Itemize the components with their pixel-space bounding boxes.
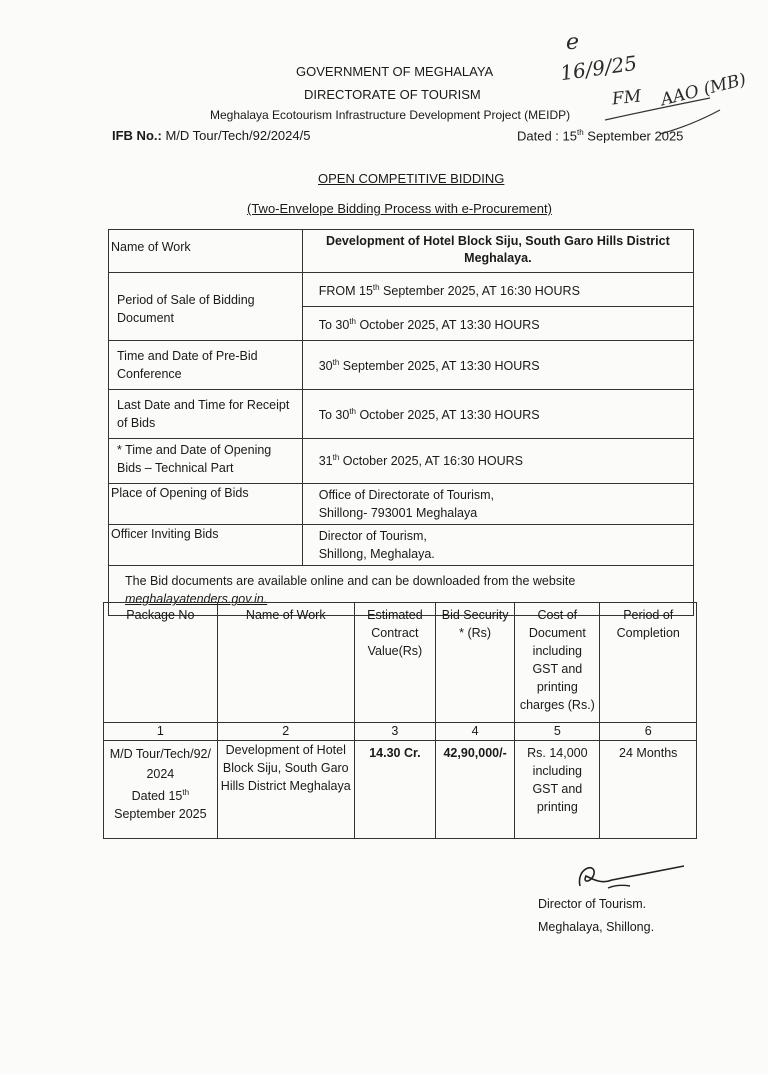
label-cell (109, 273, 303, 341)
table-row (109, 341, 694, 390)
col-number: 2 (217, 723, 354, 741)
officer-label: Officer Inviting Bids (111, 527, 219, 542)
sale-from (303, 273, 693, 306)
directorate-heading: DIRECTORATE OF TOURISM (304, 87, 481, 102)
value-cell (302, 390, 693, 439)
opening-value (303, 439, 693, 476)
sale-to (303, 307, 693, 340)
label-cell (109, 230, 303, 273)
ifb-number (112, 128, 310, 143)
col-number: 6 (600, 723, 697, 741)
ifb-value: M/D Tour/Tech/92/2024/5 (165, 128, 311, 143)
officer-line1: Director of Tourism, (318, 529, 427, 544)
signatory-place: Meghalaya, Shillong. (538, 920, 655, 934)
opening-suffix: October 2025, AT 16:30 HOURS (339, 454, 523, 469)
sale-label: Period of Sale of Bidding Document (117, 293, 255, 325)
cell-bid-security: 42,90,000/- (436, 741, 515, 839)
value-cell (302, 439, 693, 484)
prebid-suffix: September 2025, AT 13:30 HOURS (339, 359, 540, 374)
header-period: Period of Completion (600, 603, 697, 723)
cell-package-no (104, 741, 218, 839)
receipt-label: Last Date and Time for Receipt of Bids (117, 398, 290, 431)
signatory-title: Director of Tourism. (538, 897, 647, 911)
package-dated-sup: th (182, 788, 190, 797)
sale-from-sup: th (372, 283, 380, 292)
receipt-value (303, 390, 693, 430)
project-heading: Meghalaya Ecotourism Infrastructure Development Project (MEIDP) (210, 108, 571, 122)
table-number-row (104, 723, 697, 741)
sale-to-prefix: To 30 (318, 318, 350, 333)
place-line1: Office of Directorate of Tourism, (318, 488, 495, 503)
cell-period: 24 Months (600, 741, 697, 839)
place-label: Place of Opening of Bids (111, 486, 249, 501)
package-dated (107, 784, 214, 823)
doc-subtitle: (Two-Envelope Bidding Process with e-Procurement) (247, 201, 552, 216)
sale-to-suffix: October 2025, AT 13:30 HOURS (355, 318, 540, 333)
header-bid-security: Bid Security * (Rs) (436, 603, 515, 723)
prebid-prefix: 30 (318, 359, 333, 374)
sale-to-sup: th (349, 317, 356, 327)
header-package-no: Package No (104, 603, 218, 723)
label-cell (109, 390, 303, 439)
table-row (104, 741, 697, 839)
receipt-sup: th (349, 407, 356, 417)
label-cell (109, 341, 303, 390)
opening-label: * Time and Date of Opening Bids – Technical Part (117, 443, 272, 476)
prebid-value (303, 341, 693, 381)
table-row (109, 390, 694, 439)
handwritten-aao: AAO (MB) (658, 69, 749, 111)
online-note: The Bid documents are available online and can be downloaded from the website (125, 574, 576, 589)
table-row (109, 525, 694, 566)
table-row (109, 439, 694, 484)
table-row (109, 484, 694, 525)
header-name-of-work: Name of Work (217, 603, 354, 723)
package-dated-suffix: September 2025 (114, 807, 207, 822)
sale-from-prefix: FROM 15 (318, 284, 373, 299)
prebid-sup: th (332, 358, 340, 368)
package-no: M/D Tour/Tech/92/2024 (109, 747, 211, 781)
value-cell (302, 230, 693, 273)
cell-name-of-work: Development of Hotel Block Siju, South Garo Hills District Meghalaya (217, 741, 354, 839)
ifb-label: IFB No.: (112, 128, 162, 143)
opening-sup: th (332, 453, 340, 463)
package-dated-prefix: Dated 15 (131, 789, 183, 804)
opening-prefix: 31 (318, 454, 333, 469)
officer-value (303, 525, 693, 565)
place-value (303, 484, 693, 524)
sale-from-suffix: September 2025, AT 16:30 HOURS (379, 284, 580, 299)
table-header-row (104, 603, 697, 723)
label-cell (109, 484, 303, 525)
dated-prefix: Dated : 15 (517, 128, 577, 144)
dated (517, 128, 683, 143)
col-number: 1 (104, 723, 218, 741)
col-number: 4 (436, 723, 515, 741)
receipt-suffix: October 2025, AT 13:30 HOURS (355, 408, 540, 423)
officer-line2: Shillong, Meghalaya. (318, 547, 435, 562)
label-cell (109, 525, 303, 566)
name-of-work-value: Development of Hotel Block Siju, South Garo Hills District Meghalaya. (325, 234, 670, 265)
value-cell (302, 341, 693, 390)
package-table (103, 602, 697, 839)
header-estimated-value: Estimated Contract Value(Rs) (354, 603, 435, 723)
dated-sup: th (577, 128, 584, 137)
col-number: 5 (515, 723, 600, 741)
table-row (109, 230, 694, 273)
label-cell (109, 439, 303, 484)
name-of-work-label: Name of Work (111, 240, 191, 254)
header-cost-of-document: Cost of Document including GST and printing charges (Rs.) (515, 603, 600, 723)
cell-estimated-value: 14.30 Cr. (354, 741, 435, 839)
website-link[interactable]: meghalayatenders.gov.in. (125, 592, 268, 607)
dated-suffix: September 2025 (583, 128, 684, 144)
value-cell (302, 484, 693, 525)
bid-info-table (108, 229, 694, 616)
cell-cost-of-document: Rs. 14,000 including GST and printing (515, 741, 600, 839)
col-number: 3 (354, 723, 435, 741)
value-cell (302, 525, 693, 566)
handwritten-date: 16/9/25 (558, 50, 639, 86)
handwritten-initial: e (566, 30, 580, 55)
handwritten-fm: FM (611, 86, 643, 110)
receipt-prefix: To 30 (318, 408, 350, 423)
doc-title: OPEN COMPETITIVE BIDDING (318, 171, 505, 186)
value-cell (302, 273, 693, 307)
place-line2: Shillong- 793001 Meghalaya (318, 506, 478, 521)
signature-mark (572, 858, 692, 898)
value-cell (302, 307, 693, 341)
table-row (109, 273, 694, 307)
government-heading: GOVERNMENT OF MEGHALAYA (296, 64, 494, 79)
prebid-label: Time and Date of Pre-Bid Conference (117, 349, 258, 382)
